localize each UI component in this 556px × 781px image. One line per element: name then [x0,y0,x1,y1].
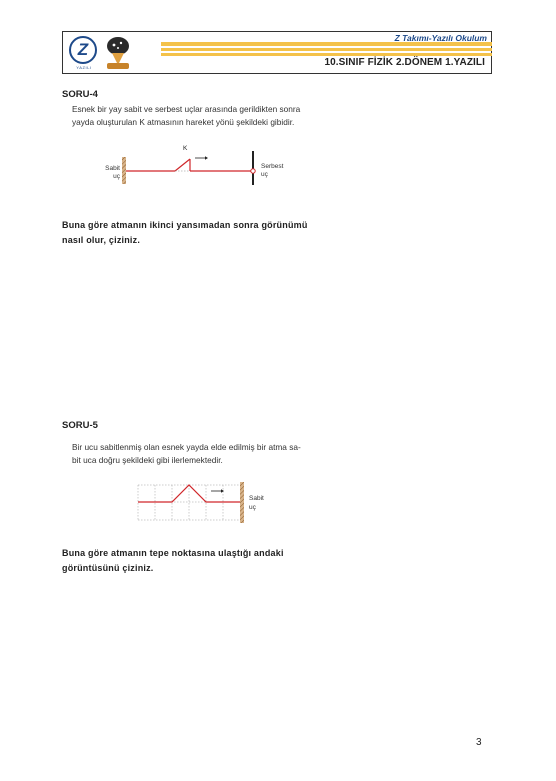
mascot-logo [103,35,133,71]
question-4-instruction [62,218,308,247]
question-5-instruction [62,546,284,575]
spring-with-pulse [138,485,240,502]
logo-letter: Z [77,40,89,59]
exam-title: 10.SINIF FİZİK 2.DÖNEM 1.YAZILI [324,57,485,68]
pulse-label: K [183,145,188,152]
question-5-instruction-line: Buna göre atmanın tepe noktasına ulaştığı andaki [62,548,284,558]
question-4-text-line: Esnek bir yay sabit ve serbest uçlar arasında gerildikten sonra [72,104,301,114]
fixed-end-label: Sabit [105,165,120,172]
page-header [62,31,492,74]
free-end-label: Serbest [261,163,284,170]
free-end-ring [251,169,255,173]
fixed-wall [122,157,126,184]
question-4-figure [95,140,295,190]
pulse-rising-edge [175,159,190,171]
question-5-figure [133,478,283,528]
fixed-end-label: Sabit [249,495,264,502]
logo-caption: YAZILI [76,65,92,70]
question-4-instruction-line: nasıl olur, çiziniz. [62,234,141,245]
question-4-text [72,103,300,129]
question-5-text [72,441,301,467]
fixed-end-label: uç [249,504,256,511]
direction-arrowhead [205,156,208,159]
school-name: Z Takımı-Yazılı Okulum [394,33,487,43]
free-end-label: uç [261,171,268,178]
direction-arrowhead [221,489,224,492]
question-5-text-line: Bir ucu sabitlenmiş olan esnek yayda elde edilmiş bir atma sa- [72,442,301,452]
page-number: 3 [476,737,482,748]
question-4-instruction-line: Buna göre atmanın ikinci yansımadan sonra görünümü [62,220,308,230]
fixed-end-label: uç [113,173,120,180]
question-4-label: SORU-4 [62,89,98,100]
school-logo [69,36,97,64]
fixed-wall [240,482,244,523]
question-5-instruction-line: görüntüsünü çiziniz. [62,562,154,573]
header-stripe [161,53,492,56]
question-4-text-line: yayda oluşturulan K atmasının hareket yönü şekildeki gibidir. [72,117,295,127]
question-5-label: SORU-5 [62,420,98,431]
header-stripe [161,48,492,51]
question-5-text-line: bit uca doğru şekildeki gibi ilerlemektedir. [72,455,223,465]
